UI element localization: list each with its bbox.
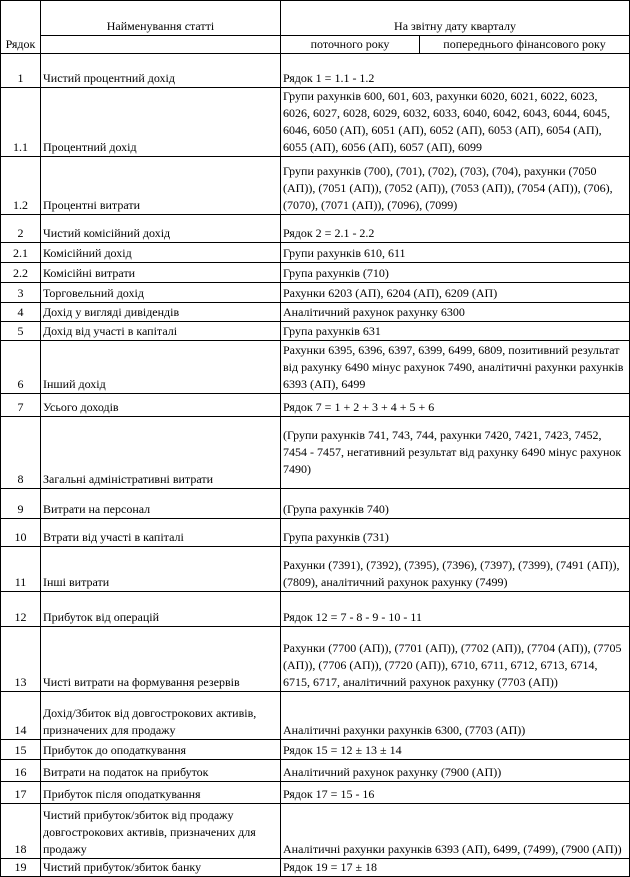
row-number: 14 [1,692,41,740]
accounts-description: Аналітичні рахунки рахунків 6300, (7703 (АП)) [281,692,630,740]
row-number: 9 [1,489,41,519]
accounts-description: (Група рахунків 740) [281,489,630,519]
table-row [1,804,630,859]
table-row [1,54,630,88]
table-row [1,303,630,322]
row-number: 6 [1,341,41,394]
accounts-description: Рахунки 6395, 6396, 6397, 6399, 6499, 6809, позитивний результат від рахунку 6490 мінус рахунок 7490, аналітичні рахунки рахунків 6393 (АП), 6499 [281,341,630,394]
accounts-description: Аналітичні рахунки рахунків 6393 (АП), 6499, (7499), (7900 (АП)) [281,804,630,859]
table-row [1,627,630,692]
item-name: Прибуток після оподаткування [41,782,281,804]
item-name: Комісійні витрати [41,263,281,283]
accounts-description: Рахунки (7391), (7392), (7395), (7396), (7397), (7399), (7491 (АП)), (7809), аналітичний рахунок рахунку (7499) [281,547,630,592]
table-row [1,243,630,263]
accounts-description: Групи рахунків (700), (701), (702), (703), (704), рахунки (7050 (АП)), (7051 (АП)), (7052 (АП)), (7053 (АП)), (7054 (АП)), (706), (7070), (7071 (АП)), (7096), (7099) [281,157,630,215]
item-name: Процентні витрати [41,157,281,215]
accounts-description: Рядок 7 = 1 + 2 + 3 + 4 + 5 + 6 [281,394,630,417]
row-number: 16 [1,760,41,782]
table-row [1,417,630,489]
table-row [1,519,630,547]
table-row [1,740,630,760]
row-number: 17 [1,782,41,804]
item-name-subheader [41,36,281,54]
row-number: 2.1 [1,243,41,263]
table-row [1,341,630,394]
accounts-description: Групи рахунків 610, 611 [281,243,630,263]
table-row [1,489,630,519]
accounts-description: Рахунки 6203 (АП), 6204 (АП), 6209 (АП) [281,283,630,303]
item-name: Усього доходів [41,394,281,417]
table-row [1,782,630,804]
accounts-description: Рядок 15 = 12 ± 13 ± 14 [281,740,630,760]
item-name: Комісійний дохід [41,243,281,263]
item-name: Чистий процентний дохід [41,54,281,88]
item-name: Інші витрати [41,547,281,592]
row-number: 1.2 [1,157,41,215]
current-year-header: поточного року [281,36,420,54]
accounts-description: Рядок 12 = 7 - 8 - 9 - 10 - 11 [281,592,630,627]
table-row [1,692,630,740]
accounts-description: Рахунки (7700 (АП)), (7701 (АП)), (7702 (АП)), (7704 (АП)), (7705 (АП)), (7706 (АП)), (7720 (АП)), 6710, 6711, 6712, 6713, 6714, 6715, 6717, аналітичний рахунок рахунку (7703 (АП)) [281,627,630,692]
row-number: 19 [1,859,41,877]
accounts-description: Групи рахунків 600, 601, 603, рахунки 6020, 6021, 6022, 6023, 6026, 6027, 6028, 6029, 6032, 6033, 6040, 6042, 6043, 6044, 6045, 6046, 6050 (АП), 6051 (АП), 6052 (АП), 6053 (АП), 6054 (АП), 6055 (АП), 6056 (АП), 6057 (АП), 6099 [281,88,630,157]
table-row [1,859,630,877]
table-row [1,394,630,417]
item-name: Прибуток від операцій [41,592,281,627]
accounts-description: Аналітичний рахунок рахунку (7900 (АП)) [281,760,630,782]
accounts-description: Рядок 1 = 1.1 - 1.2 [281,54,630,88]
accounts-description: Рядок 17 = 15 - 16 [281,782,630,804]
accounts-description: (Групи рахунків 741, 743, 744, рахунки 7420, 7421, 7423, 7452, 7454 - 7457, негативний результат від рахунку 6490 мінус рахунок 7490) [281,417,630,489]
row-number: 8 [1,417,41,489]
row-number: 5 [1,322,41,341]
accounts-description: Рядок 19 = 17 ± 18 [281,859,630,877]
accounts-description: Аналітичний рахунок рахунку 6300 [281,303,630,322]
reporting-period-header: На звітну дату кварталу [281,1,630,36]
row-number: 15 [1,740,41,760]
table-row [1,88,630,157]
item-name: Загальні адміністративні витрати [41,417,281,489]
table-row [1,215,630,243]
table-row [1,322,630,341]
item-name-header: Найменування статті [41,1,281,36]
table-row [1,547,630,592]
table-row [1,263,630,283]
row-number: 2.2 [1,263,41,283]
table-row [1,157,630,215]
table-row [1,592,630,627]
row-number: 3 [1,283,41,303]
table-row [1,283,630,303]
row-number: 4 [1,303,41,322]
row-number: 1.1 [1,88,41,157]
item-name: Дохід від участі в капіталі [41,322,281,341]
row-number-header: Рядок [1,1,41,54]
item-name: Інший дохід [41,341,281,394]
row-number: 10 [1,519,41,547]
item-name: Витрати на податок на прибуток [41,760,281,782]
item-name: Прибуток до оподаткування [41,740,281,760]
accounts-description: Група рахунків (710) [281,263,630,283]
item-name: Втрати від участі в капіталі [41,519,281,547]
item-name: Чисті витрати на формування резервів [41,627,281,692]
row-number: 7 [1,394,41,417]
row-number: 1 [1,54,41,88]
row-number: 2 [1,215,41,243]
header-row-2 [1,36,630,54]
table-row [1,760,630,782]
item-name: Дохід у вигляді дивідендів [41,303,281,322]
item-name: Чистий комісійний дохід [41,215,281,243]
header-row-1 [1,1,630,36]
item-name: Чистий прибуток/збиток банку [41,859,281,877]
accounts-description: Група рахунків 631 [281,322,630,341]
item-name: Процентний дохід [41,88,281,157]
item-name: Торговельний дохід [41,283,281,303]
item-name: Витрати на персонал [41,489,281,519]
accounts-description: Рядок 2 = 2.1 - 2.2 [281,215,630,243]
row-number: 13 [1,627,41,692]
row-number: 18 [1,804,41,859]
row-number: 12 [1,592,41,627]
previous-year-header: попереднього фінансового року [420,36,630,54]
accounts-description: Група рахунків (731) [281,519,630,547]
row-number: 11 [1,547,41,592]
item-name: Чистий прибуток/збиток від продажу довгострокових активів, призначених для продажу [41,804,281,859]
item-name: Дохід/Збиток від довгострокових активів, призначених для продажу [41,692,281,740]
